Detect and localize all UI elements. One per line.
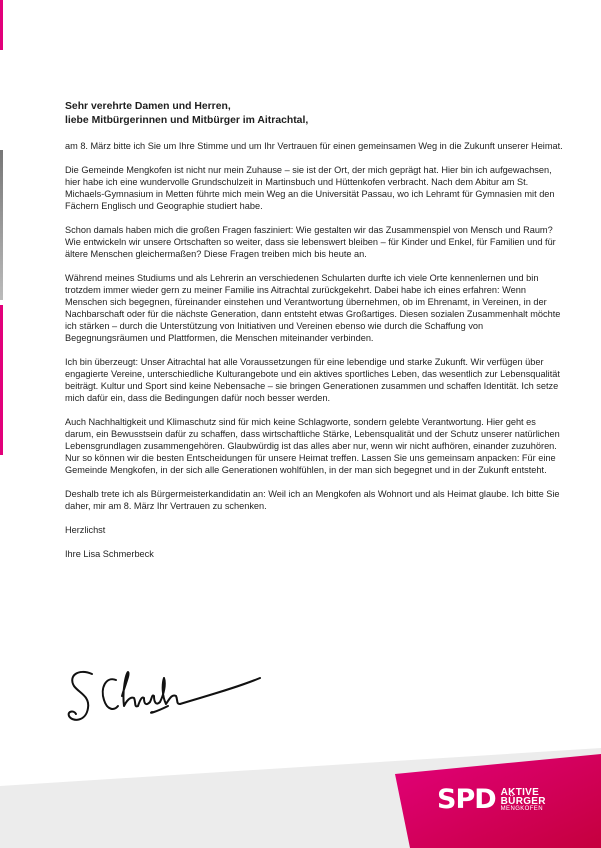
letter-greeting	[65, 100, 565, 128]
paragraph-community: Während meines Studiums und als Lehrerin an verschiedenen Schularten durfte ich viele Orte kennenlernen und bin trotzdem immer wieder gern zu meiner Familie ins Aitrachtal zurückgekehrt. Dabei habe ich eines erfahren: Wenn Menschen sich begegnen, füreinander einstehen und Verantwortung übernehmen, ob im Ehrenamt, in Vereinen, in der Nachbarschaft oder für die nächste Generation, dann entsteht etwas Großartiges. Diesen sozialen Zusammenhalt möchte ich stärken – durch die Unterstützung von Initiativen und Vereinen ebenso wie durch die Schaffung von Begegnungsräumen und Plattformen, die Menschen miteinander verbinden.	[65, 273, 561, 343]
lower-edge-accent-bar	[0, 305, 3, 455]
sender-name: Ihre Lisa Schmerbeck	[65, 549, 154, 559]
logo-place-text: MENGKOFEN	[500, 805, 543, 812]
logo-side-text	[501, 788, 546, 813]
greeting-line-1: Sehr verehrte Damen und Herren,	[65, 101, 231, 112]
paragraph-intro: am 8. März bitte ich Sie um Ihre Stimme und um Ihr Vertrauen für einen gemeinsamen Weg in die Zukunft unserer Heimat.	[65, 141, 563, 151]
handwritten-signature	[66, 666, 262, 730]
greeting-line-2: liebe Mitbürgerinnen und Mitbürger im Aitrachtal,	[65, 115, 309, 126]
paragraph-biography: Die Gemeinde Mengkofen ist nicht nur mein Zuhause – sie ist der Ort, der mich geprägt hat. Hier bin ich aufgewachsen, hier habe ich eine wundervolle Grundschulzeit in Martinsbuch und Hüttenkofen verbracht. Nach dem Abitur am St. Michaels-Gymnasium in Metten führte mich mein Weg an die Universität Passau, wo ich Lehramt für Gymnasien mit den Fächern Englisch und Geographie studiert habe.	[65, 165, 555, 211]
spd-aktive-buerger-logo	[437, 785, 546, 815]
logo-buerger-text: BÜRGER	[500, 795, 546, 807]
middle-edge-gray-bar	[0, 150, 3, 300]
logo-aktive-text: AKTIVE	[500, 786, 540, 798]
paragraph-candidacy: Deshalb trete ich als Bürgermeisterkandidatin an: Weil ich an Mengkofen als Wohnort und als Heimat glaube. Ich bitte Sie daher, mir am 8. März Ihr Vertrauen zu schenken.	[65, 489, 560, 511]
closing-phrase: Herzlichst	[65, 525, 106, 535]
paragraph-sustainability: Auch Nachhaltigkeit und Klimaschutz sind für mich keine Schlagworte, sondern gelebte Verantwortung. Hier geht es darum, ein Bewusstsein dafür zu schaffen, dass wirtschaftliche Stärke, Lebensqualität und der Schutz unserer natürlichen Lebensgrundlagen zusammengehören. Glaubwürdig ist das alles aber nur, wenn wir nicht aufhören, einander zuzuhören. Nur so können wir die besten Entscheidungen für unsere Heimat treffen. Lassen Sie uns gemeinsam anpacken: Für eine Gemeinde Mengkofen, in der sich alle Generationen wohlfühlen, in der man sich begegnet und in der Zukunft entsteht.	[65, 417, 560, 475]
logo-spd-text: SPD	[437, 784, 496, 815]
top-edge-accent-bar	[0, 0, 3, 50]
paragraph-future: Ich bin überzeugt: Unser Aitrachtal hat alle Voraussetzungen für eine lebendige und starke Zukunft. Wir verfügen über engagierte Vereine, unterschiedliche Kulturangebote und ein aktives sportliches Leben, das wesentlich zur Lebensqualität beiträgt. Kultur und Sport sind keine Nebensache – sie bringen Generationen zusammen und schaffen Identität. Ich setze mich dafür ein, dass die Bedingungen dafür noch besser werden.	[65, 357, 560, 403]
letter-body	[65, 100, 565, 572]
paragraph-questions: Schon damals haben mich die großen Fragen fasziniert: Wie gestalten wir das Zusammenspiel von Mensch und Raum? Wie entwickeln wir unsere Ortschaften so weiter, dass sie lebenswert bleiben – für Kinder und Enkel, für Familien und für ältere Menschen gleichermaßen? Diese Fragen treiben mich bis heute an.	[65, 225, 556, 259]
